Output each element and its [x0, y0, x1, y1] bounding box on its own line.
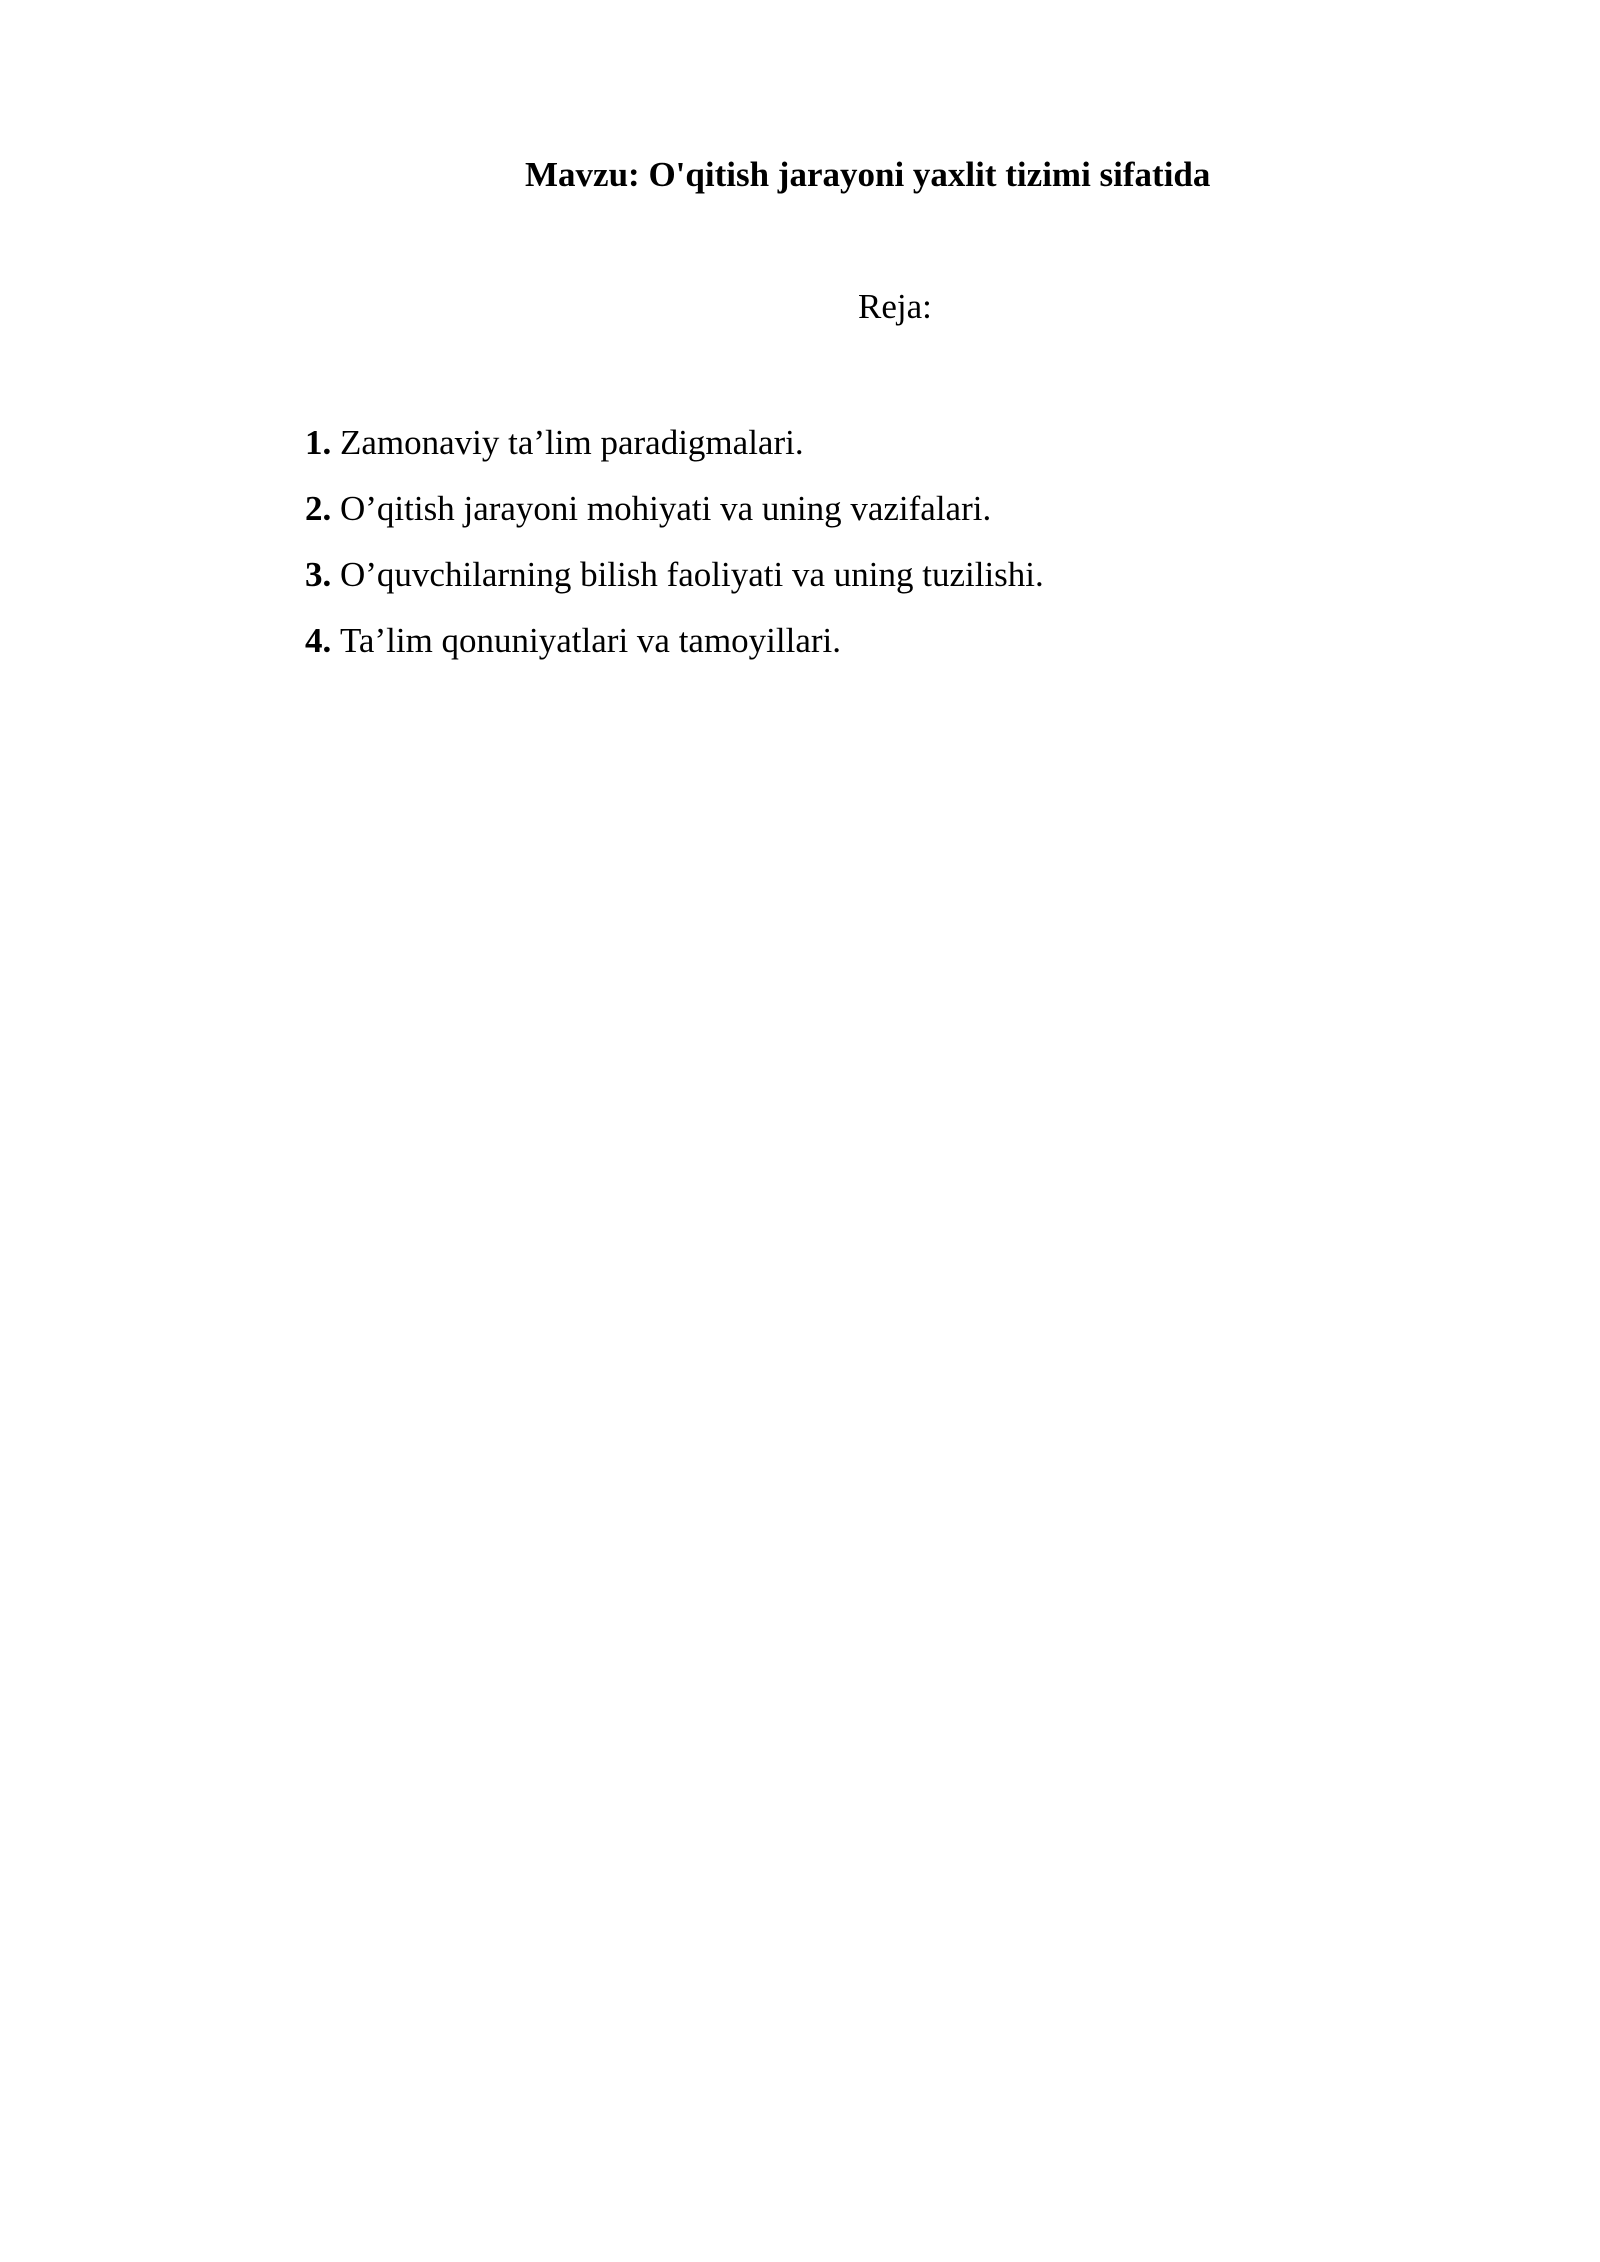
- plan-item-text: Ta’lim qonuniyatlari va tamoyillari.: [340, 621, 842, 660]
- page-title: Mavzu: O'qitish jarayoni yaxlit tizimi sifatida: [525, 155, 1211, 194]
- plan-item-3: [305, 542, 1044, 608]
- plan-item-text: O’quvchilarning bilish faoliyati va uning tuzilishi.: [340, 555, 1044, 594]
- plan-item-number: 4.: [305, 621, 340, 660]
- plan-item-number: 3.: [305, 555, 340, 594]
- plan-item-text: Zamonaviy ta’lim paradigmalari.: [340, 423, 804, 462]
- plan-list: [305, 410, 1044, 674]
- plan-item-2: [305, 476, 1044, 542]
- plan-item-number: 1.: [305, 423, 340, 462]
- plan-item-4: [305, 608, 1044, 674]
- plan-item-1: [305, 410, 1044, 476]
- plan-item-text: O’qitish jarayoni mohiyati va uning vazifalari.: [340, 489, 992, 528]
- plan-heading: Reja:: [858, 287, 932, 326]
- plan-item-number: 2.: [305, 489, 340, 528]
